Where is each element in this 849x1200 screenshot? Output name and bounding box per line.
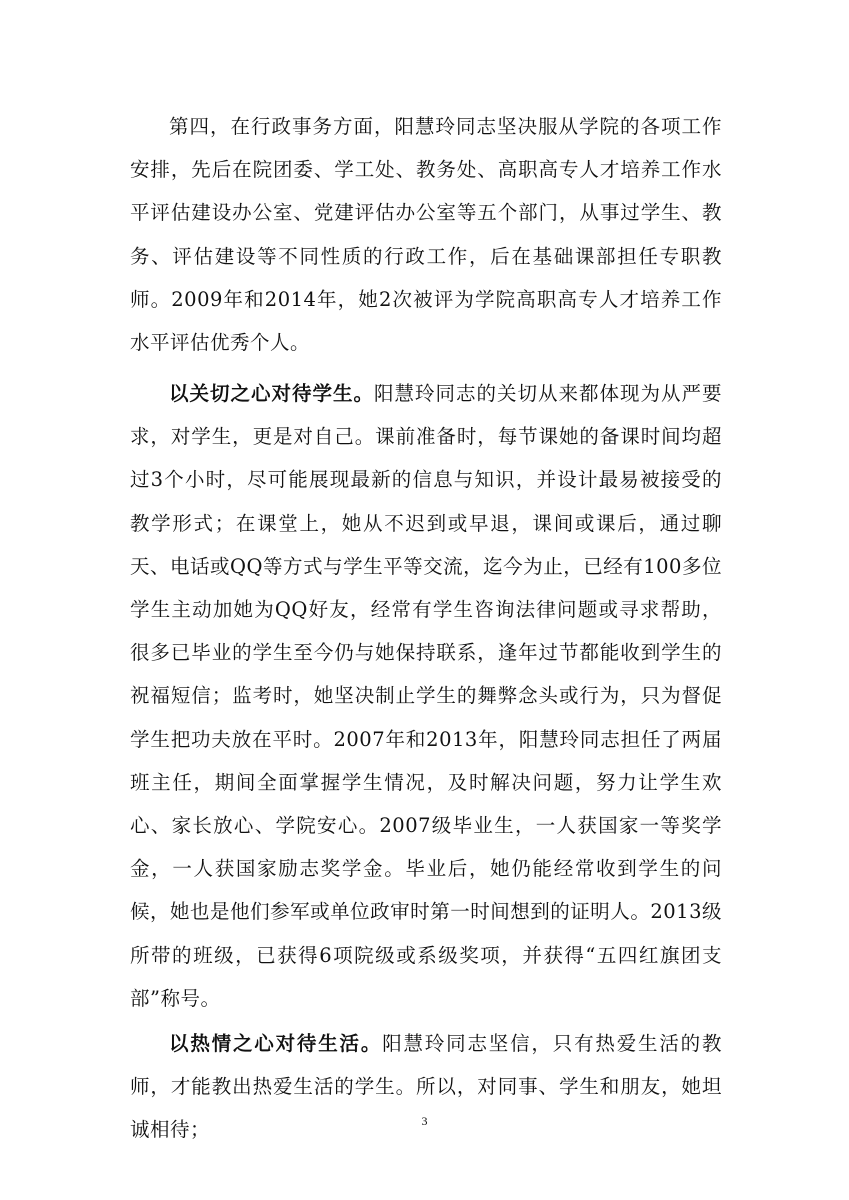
paragraph-passion-for-life xyxy=(130,1022,722,1152)
paragraph-text: 阳慧玲同志坚信，只有热爱生活的教师，才能教出热爱生活的学生。所以，对同事、学生和朋友，她坦诚相待； xyxy=(130,1032,722,1142)
paragraph-text: 第四，在行政事务方面，阳慧玲同志坚决服从学院的各项工作安排，先后在院团委、学工处、教务处、高职高专人才培养工作水平评估建设办公室、党建评估办公室等五个部门，从事过学生、教务、评估建设等不同性质的行政工作，后在基础课部担任专职教师。2009年和2014年，她2次被评为学院高职高专人才培养工作水平评估优秀个人。 xyxy=(130,115,722,355)
page-number: 3 xyxy=(421,1114,428,1128)
paragraph-text: 阳慧玲同志的关切从来都体现为从严要求，对学生，更是对自己。课前准备时，每节课她的备课时间均超过3个小时，尽可能展现最新的信息与知识，并设计最易被接受的教学形式；在课堂上，她从不迟到或早退，课间或课后，通过聊天、电话或QQ等方式与学生平等交流，迄今为止，已经有100多位学生主动加她为QQ好友，经常有学生咨询法律问题或寻求帮助，很多已毕业的学生至今仍与她保持联系，逢年过节都能收到学生的祝福短信；监考时，她坚决制止学生的舞弊念头或行为，只为督促学生把功夫放在平时。2007年和2013年，阳慧玲同志担任了两届班主任，期间全面掌握学生情况，及时解决问题，努力让学生欢心、家长放心、学院安心。2007级毕业生，一人获国家一等奖学金，一人获国家励志奖学金。毕业后，她仍能经常收到学生的问候，她也是他们参军或单位政审时第一时间想到的证明人。2013级所带的班级，已获得6项院级或系级奖项，并获得“五四红旗团支部”称号。 xyxy=(130,382,722,1010)
paragraph-caring-for-students xyxy=(130,372,722,1020)
paragraph-administrative-work xyxy=(130,105,722,364)
paragraph-lead: 以关切之心对待学生。 xyxy=(169,382,374,405)
paragraph-lead: 以热情之心对待生活。 xyxy=(169,1032,383,1055)
